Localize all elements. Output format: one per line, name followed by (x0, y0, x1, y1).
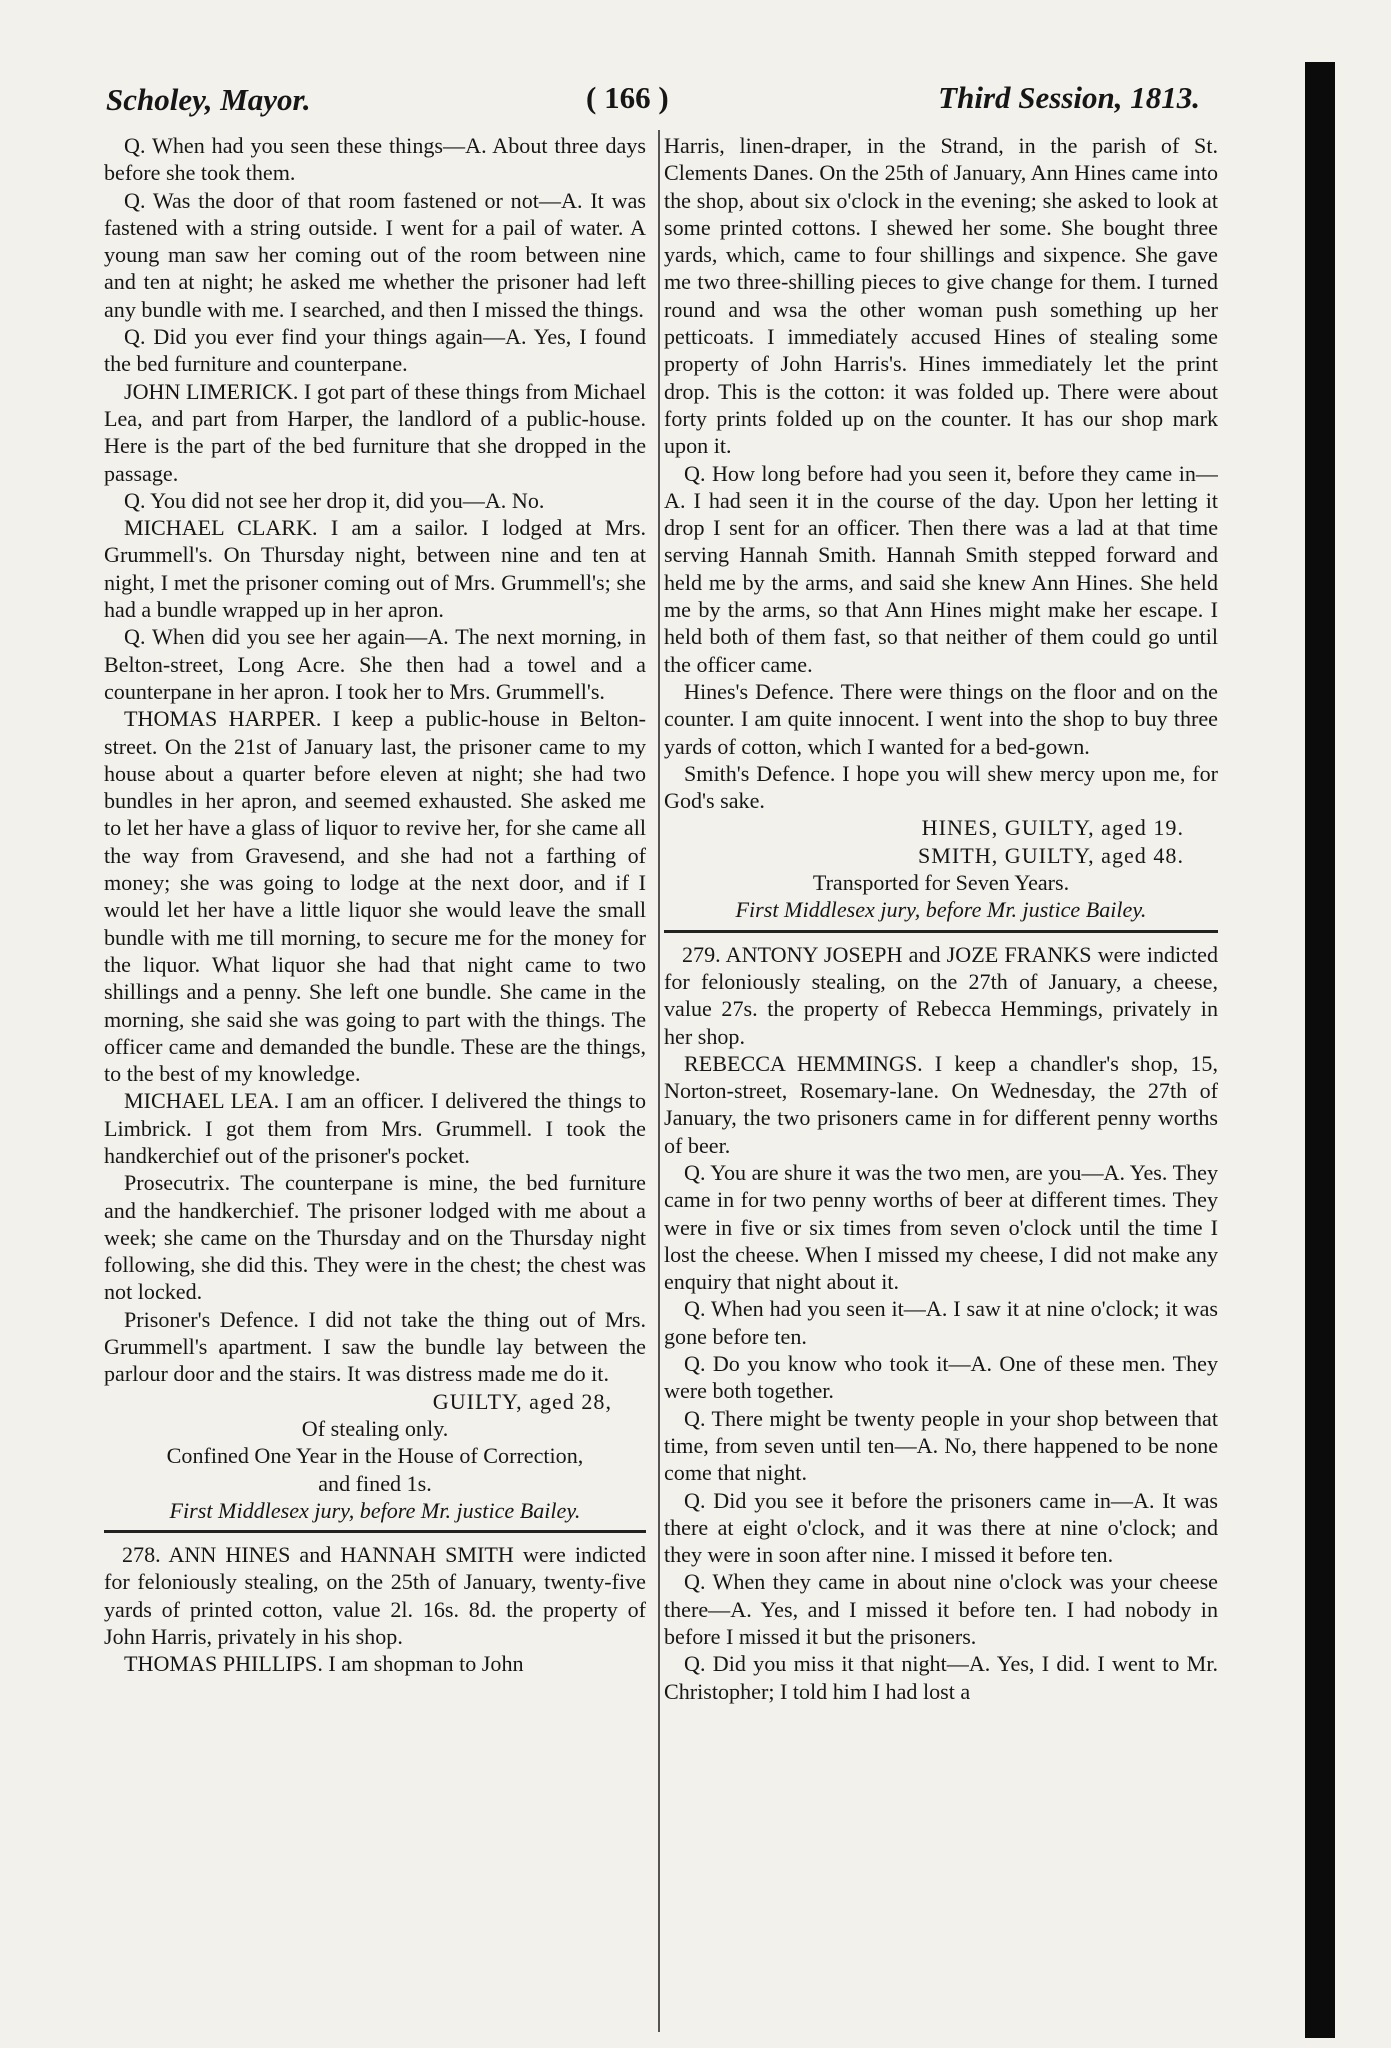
paragraph: Q. Did you miss it that night—A. Yes, I did. I went to Mr. Christopher; I told him I had lost a (664, 1651, 1218, 1704)
paragraph: Q. You did not see her drop it, did you—A. No. (124, 487, 545, 513)
paragraph: Prosecutrix. The counterpane is mine, the bed furniture and the handkerchief. The prisoner lodged with me about a week; she came on the Thursday and on the Thursday night following, she did this. They were in the chest; the chest was not locked. (104, 1170, 646, 1305)
paragraph: Prisoner's Defence. I did not take the thing out of Mrs. Grummell's apartment. I saw the bundle lay between the parlour door and the stairs. It was distress made me do it. (104, 1306, 646, 1387)
paragraph: Q. When did you see her again—A. The next morning, in Belton-street, Long Acre. She then had a towel and a counterpane in her apron. I took her to Mrs. Grummell's. (104, 624, 646, 704)
paragraph: REBECCA HEMMINGS. I keep a chandler's shop, 15, Norton-street, Rosemary-lane. On Wednesday, the 27th of January, the two prisoners came in for different penny worths of beer. (664, 1050, 1218, 1158)
verdict-guilty: GUILTY, aged 28, (432, 1388, 612, 1414)
column-divider (658, 130, 660, 2032)
jury-line: First Middlesex jury, before Mr. justice Bailey. (169, 1497, 581, 1523)
paragraph: Q. When had you seen it—A. I saw it at nine o'clock; it was gone before ten. (664, 1296, 1218, 1349)
paragraph: Q. Do you know who took it—A. One of these men. They were both together. (664, 1351, 1218, 1404)
page-edge-bar (1305, 62, 1335, 2038)
paragraph: Q. When had you seen these things—A. About three days before she took them. (104, 133, 646, 186)
paragraph: Q. There might be twenty people in your shop between that time, from seven until ten—A. No, there happened to be none come that night. (664, 1405, 1218, 1486)
paragraph: Q. Was the door of that room fastened or not—A. It was fastened with a string outside. I went for a pail of water. A young man saw her coming out of the room between nine and ten at night; he asked me whether the prisoner had left any bundle with me. I searched, and then I missed the things. (104, 187, 646, 322)
paragraph: THOMAS PHILLIPS. I am shopman to John (124, 1651, 524, 1677)
left-column (104, 132, 646, 2032)
paragraph: Q. Did you see it before the prisoners came in—A. It was there at eight o'clock, and it was there at nine o'clock; and they were in soon after nine. I missed it before ten. (664, 1487, 1218, 1568)
paragraph: THOMAS HARPER. I keep a public-house in Belton-street. On the 21st of January last, the prisoner came to my house about a quarter before eleven at night; she had two bundles in her apron, and seemed exhausted. She asked me to let her have a glass of liquor to revive her, for she came all the way from Gravesend, and she had not a farthing of money; she was going to lodge at the next door, and if I would let her have a little liquor she would leave the small bundle with me till morning, to secure me for the money for the liquor. What liquor she had that night came to two shillings and a penny. She left one bundle. She came in the morning, she said she was going to part with the things. The officer came and demanded the bundle. These are the things, to the best of my knowledge. (104, 706, 646, 1087)
verdict-smith: SMITH, GUILTY, aged 48. (917, 842, 1184, 868)
paragraph: Q. Did you ever find your things again—A. Yes, I found the bed furniture and counterpane. (104, 324, 646, 377)
jury-line: First Middlesex jury, before Mr. justice Bailey. (735, 897, 1147, 923)
sentence-line: Confined One Year in the House of Correction, (166, 1443, 584, 1469)
paragraph: Hines's Defence. There were things on the floor and on the counter. I am quite innocent. I went into the shop to buy three yards of cotton, which I wanted for a bed-gown. (664, 678, 1218, 759)
paragraph: Q. How long before had you seen it, before they came in—A. I had seen it in the course of the day. Upon her letting it drop I sent for an officer. Then there was a lad at that time serving Hannah Smith. Hannah Smith stepped forward and held me by the arms, and said she knew Ann Hines. She held me by the arms, so that Ann Hines might make her escape. I held both of them fast, so that neither of them could go until the officer came. (664, 460, 1218, 677)
paragraph: JOHN LIMERICK. I got part of these things from Michael Lea, and part from Harper, the landlord of a public-house. Here is the part of the bed furniture that she dropped in the passage. (104, 378, 646, 486)
page-header (98, 72, 1208, 124)
sentence-line: and fined 1s. (318, 1470, 432, 1496)
case-278-heading: 278. ANN HINES and HANNAH SMITH were indicted for feloniously stealing, on the 25th of January, twenty-five yards of printed cotton, value 2l. 16s. 8d. the property of John Harris, privately in his shop. (104, 1542, 646, 1650)
paragraph: Q. You are shure it was the two men, are you—A. Yes. They came in for two penny worths of beer at different times. They were in five or six times from seven o'clock until the time I lost the cheese. When I missed my cheese, I did not make any enquiry that night about it. (664, 1159, 1218, 1295)
paragraph: MICHAEL CLARK. I am a sailor. I lodged at Mrs. Grummell's. On Thursday night, between nine and ten at night, I met the prisoner coming out of Mrs. Grummell's; she had a bundle wrapped up in her apron. (104, 515, 646, 623)
right-column (664, 132, 1218, 2032)
case-separator-rule (104, 1530, 646, 1533)
paragraph: Q. When they came in about nine o'clock was your cheese there—A. Yes, and I missed it before ten. I had nobody in before I missed it but the prisoners. (664, 1569, 1218, 1650)
paragraph: Harris, linen-draper, in the Strand, in the parish of St. Clements Danes. On the 25th of January, Ann Hines came into the shop, about six o'clock in the evening; she asked to look at some printed cottons. I shewed her some. She bought three yards, which, came to four shillings and sixpence. She gave me two three-shilling pieces to give change for them. I turned round and wsa the other woman push something up her petticoats. I immediately accused Hines of stealing some property of John Harris's. Hines immediately let the print drop. This is the cotton: it was folded up. There were about forty prints folded up on the counter. It has our shop mark upon it. (664, 133, 1218, 459)
verdict-hines: HINES, GUILTY, aged 19. (921, 815, 1184, 841)
sentence-line: Transported for Seven Years. (812, 870, 1070, 896)
paragraph: MICHAEL LEA. I am an officer. I delivered the things to Limbrick. I got them from Mrs. Grummell. I took the handkerchief out of the prisoner's pocket. (104, 1088, 646, 1168)
header-mayor: Scholey, Mayor. (106, 82, 311, 117)
case-separator-rule (664, 930, 1218, 933)
paragraph: Smith's Defence. I hope you will shew mercy upon me, for God's sake. (664, 760, 1218, 814)
header-page-number: ( 166 ) (586, 80, 669, 115)
case-279-heading: 279. ANTONY JOSEPH and JOZE FRANKS were indicted for feloniously stealing, on the 27th of January, a cheese, value 27s. the property of Rebecca Hemmings, privately in her shop. (664, 941, 1218, 1049)
header-session: Third Session, 1813. (938, 80, 1200, 115)
verdict-detail: Of stealing only. (301, 1415, 449, 1441)
